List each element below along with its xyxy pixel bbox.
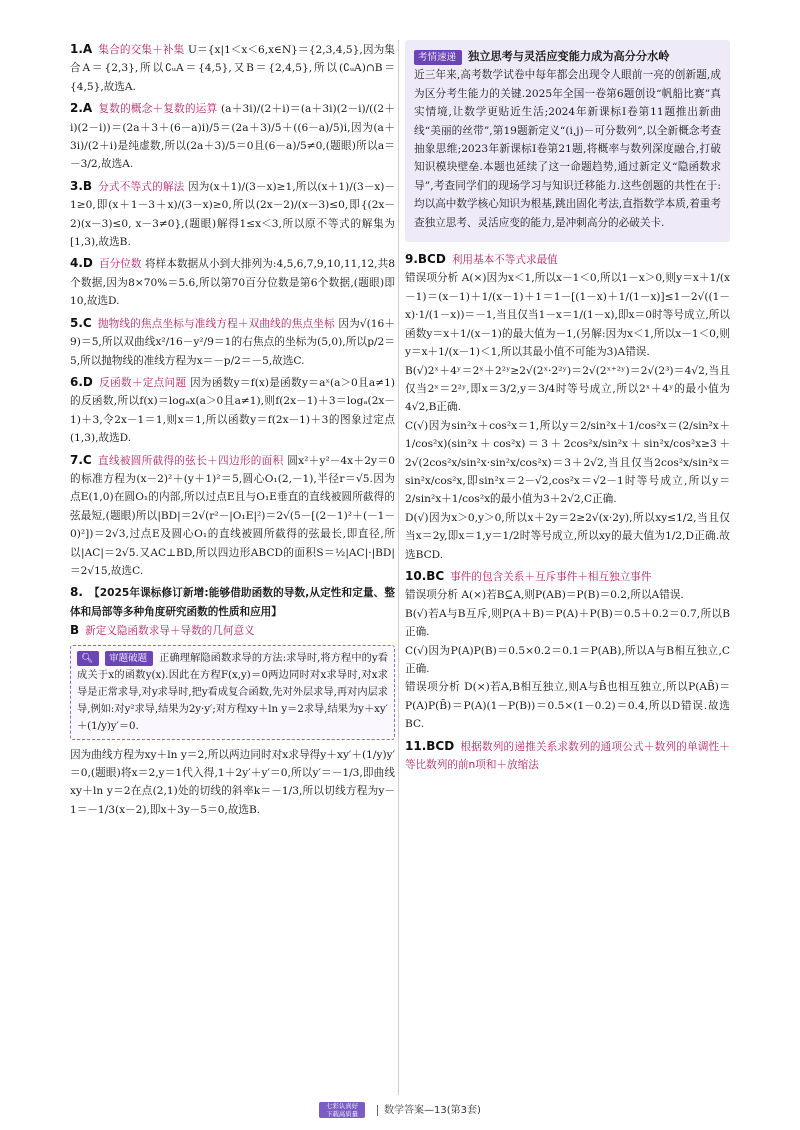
topic-tag: 分式不等式的解法: [98, 180, 185, 193]
topic-tag: 利用基本不等式求最值: [451, 254, 558, 267]
answer-q3: [70, 177, 395, 252]
exam-trend-box: [405, 40, 730, 242]
answer-q6: [70, 373, 395, 448]
solution-text: U＝{x|1＜x＜6,x∈N}＝{2,3,4,5},因为集合A＝{2,3},所以∁ᵤA＝{4,5},又B＝{2,4,5},所以(∁ᵤA)∩B＝{4,5},故选A.: [70, 44, 395, 93]
answer-q11: [405, 737, 730, 775]
callout-text: 正确理解隐函数求导的方法:求导时,将方程中的y看成关于x的函数y(x).因此在方程F(x,y)＝0两边同时对x求导时,对x求导是正常求导,对y求导时,把y看成复合函数,先对外层求导,再对内层求导,例如:对y²求导,结果为2y·y′;对方程xy＋ln y＝2求导,结果为y＋xy′＋(1/y)y′＝0.: [77, 652, 388, 732]
question-number: 2.A: [70, 101, 93, 116]
question-number: 5.C: [70, 315, 92, 330]
answer-q8: [70, 583, 395, 819]
logo-text-top: 七彩认真好: [326, 1102, 359, 1110]
trend-title: 独立思考与灵活应变能力成为高分分水岭: [468, 50, 670, 63]
solution-text: 因为(x＋1)/(3－x)≥1,所以(x＋1)/(3－x)－1≥0,即(x＋1－3＋x)/(3－x)≥0,所以(2x－2)/(x－3)≤0,即{(2x－2)(x－3)≤0, x－3≠0},(题眼)解得1≤x＜3,所以原不等式的解集为[1,3),故选B.: [70, 180, 396, 249]
topic-tag: 反函数＋定点问题: [98, 376, 187, 389]
option-d-analysis: D(√)因为x＞0,y＞0,所以x＋2y＝2≥2√(x·2y),所以xy≤1/2,当且仅当x＝2y,即x＝1,y＝1/2时等号成立,所以xy的最大值为1/2,D正确.故选BCD.: [405, 511, 730, 561]
answer-letter: B: [70, 623, 80, 638]
solution-text: 因为√(16＋9)＝5,所以双曲线x²/16－y²/9＝1的右焦点的坐标为(5,0),所以p/2＝5,所以抛物线的准线方程为x＝－p/2＝－5,故选C.: [70, 317, 395, 367]
publisher-logo: [319, 1102, 365, 1118]
question-number: 9.BCD: [405, 252, 446, 267]
question-number: 7.C: [70, 452, 92, 467]
question-number: 11.BCD: [405, 738, 455, 753]
trend-body: 近三年来,高考数学试卷中每年都会出现令人眼前一亮的创新题,成为区分考生能力的关键.2025年全国一卷第6题创设“帆船比赛”真实情境,让数学更贴近生活;2024年新课标Ⅰ卷第11题推出新曲线“美丽的丝带”,第19题新定义“(i,j)－可分数列”,以全新概念考查抽象思维;2023年新课标Ⅰ卷第21题,将概率与数列深度融合,打破知识模块壁垒.本题也延续了这一命题趋势,通过新定义“隐函数求导”,考查同学们的现场学习与知识迁移能力.这些创题的共性在于:均以高中数学核心知识为根基,跳出固化考法,直指数学本质,着重考查独立思考、灵活应变的能力,是冲刺高分的必破关卡.: [414, 69, 721, 229]
callout-label: 审题破题: [105, 651, 153, 666]
solution-text: 圆x²＋y²－4x＋2y＝0的标准方程为(x－2)²＋(y＋1)²＝5,圆心O₁(2,－1),半径r＝√5.因为点E(1,0)在圆O₁的内部,所以过点E且与O₁E垂直的直线被圆所截得的弦最短,(题眼)所以|BD|＝2√(r²－|O₁E|²)＝2√(5－[(2－1)²＋(－1－0)²])＝2√3,过点E及圆心O₁的直线被圆所截得的弦最长,即直径,所以|AC|＝2√5.又AC⊥BD,所以四边形ABCD的面积S＝½|AC|·|BD|＝2√15,故选C.: [70, 454, 395, 577]
question-number: 8.: [70, 585, 83, 600]
answer-q9: [405, 250, 730, 564]
logo-text-bottom: 下载高质量: [326, 1110, 359, 1118]
question-number: 4.D: [70, 256, 93, 271]
option-c-analysis: C(√)因为sin²x＋cos²x＝1,所以y＝2/sin²x＋1/cos²x＝(2/sin²x＋1/cos²x)(sin²x＋cos²x)＝3＋2cos²x/sin²x＋sin²x/cos²x≥3＋2√(2cos²x/sin²x·sin²x/cos²x)＝3＋2√2,当且仅当2cos²x/sin²x＝sin²x/cos²x,即sin²x＝2－√2,cos²x＝√2－1时等号成立,所以y＝2/sin²x＋1/cos²x的最小值为3＋2√2,C正确.: [405, 419, 730, 506]
option-c-analysis: C(√)因为P(A)P(B)＝0.5×0.2＝0.1＝P(AB),所以A与B相互独立,C正确.: [405, 644, 730, 675]
question-number: 1.A: [70, 42, 93, 56]
column-divider: [398, 40, 399, 1095]
question-number: 3.B: [70, 178, 93, 193]
solution-text: (a＋3i)/(2＋i)＝(a＋3i)(2－i)/((2＋i)(2－i))＝(2a＋3＋(6－a)i)/5＝(2a＋3)/5＋((6－a)/5)i,因为(a＋3i)/(2＋i)是纯虚数,所以(2a＋3)/5＝0且(6－a)/5≠0,(题眼)所以a＝－3/2,故选A.: [70, 103, 395, 171]
topic-tag: 直线被圆所截得的弦长＋四边形的面积: [97, 454, 284, 467]
answer-q5: [70, 314, 395, 370]
magnifier-icon: 🔍︎: [77, 651, 99, 666]
page-footer: [0, 1101, 800, 1118]
left-column: [70, 40, 395, 822]
analysis-callout: [70, 645, 395, 740]
question-number: 6.D: [70, 374, 93, 389]
topic-tag: 根据数列的递推关系求数列的通项公式＋数列的单调性＋等比数列的前n项和＋放缩法: [405, 740, 730, 772]
topic-tag: 复数的概念＋复数的运算: [98, 103, 218, 116]
solution-text: 因为函数y＝f(x)是函数y＝aˣ(a＞0且a≠1)的反函数,所以f(x)＝logₐx(a＞0且a≠1),则f(2x－1)＋3＝logₐ(2x－1)＋3,令2x－1＝1,则x＝1,所以函数y＝f(2x－1)＋3的图象过定点(1,3),故选D.: [70, 376, 395, 445]
option-d-analysis: 错误项分析 D(×)若A,B相互独立,则A与B̄也相互独立,所以P(AB̄)＝P(A)P(B̄)＝P(A)(1－P(B))＝0.5×(1－0.2)＝0.4,所以D错误.故选BC.: [405, 681, 730, 731]
right-column: [405, 40, 730, 777]
topic-tag: 集合的交集＋补集: [98, 44, 185, 56]
answer-q7: [70, 451, 395, 581]
option-a-analysis: 错误项分析 A(×)若B⊆A,则P(AB)＝P(B)＝0.2,所以A错误.: [405, 589, 684, 602]
answer-q1: [70, 40, 395, 96]
solution-text: 因为曲线方程为xy＋ln y＝2,所以两边同时对x求导得y＋xy′＋(1/y)y′＝0,(题眼)将x＝2,y＝1代入得,1＋2y′＋y′＝0,所以y′＝－1/3,即曲线xy＋ln y＝2在点(2,1)处的切线的斜率k＝－1/3,所以切线方程为y－1＝－1/3(x－2),即x＋3y－5＝0,故选B.: [70, 748, 395, 816]
topic-tag: 百分位数: [98, 258, 142, 271]
option-b-analysis: B(√)2ˣ＋4ʸ＝2ˣ＋2²ʸ≥2√(2ˣ·2²ʸ)＝2√(2ˣ⁺²ʸ)＝2√(2³)＝4√2,当且仅当2ˣ＝2²ʸ,即x＝3/2,y＝3/4时等号成立,所以2ˣ＋4ʸ的最小值为4√2,B正确.: [405, 364, 730, 414]
question-number: 10.BC: [405, 568, 445, 583]
answer-q10: [405, 567, 730, 734]
trend-chip: 考情速递: [414, 50, 462, 65]
option-b-analysis: B(√)若A与B互斥,则P(A＋B)＝P(A)＋P(B)＝0.5＋0.2＝0.7,所以B正确.: [405, 607, 730, 639]
topic-tag: 事件的包含关系＋互斥事件＋相互独立事件: [450, 570, 652, 583]
option-a-analysis: 错误项分析 A(×)因为x＜1,所以x－1＜0,所以1－x＞0,则y＝x＋1/(x－1)＝(x－1)＋1/(x－1)＋1＝1－[(1－x)＋1/(1－x)]≤1－2√((1－x)·1/(1－x))＝－1,当且仅当1－x＝1/(1－x),即x＝0时等号成立,所以函数y＝x＋1/(x－1)的最大值为－1,(另解:因为x＜1,所以x－1＜0,则y＝x＋1/(x－1)＜1,所以其最小值不可能为3)A错误.: [405, 272, 730, 359]
solution-text: 将样本数据从小到大排列为:4,5,6,7,9,10,11,12,共8个数据,因为8×70%＝5.6,所以第70百分位数是第6个数据,(题眼)即10,故选D.: [70, 258, 396, 308]
answer-q4: [70, 254, 395, 310]
topic-tag: 新定义隐函数求导＋导数的几何意义: [85, 625, 255, 638]
footer-separator: [377, 1105, 378, 1116]
topic-tag: 抛物线的焦点坐标与准线方程＋双曲线的焦点坐标: [97, 317, 335, 330]
footer-text: 数学答案—13(第3套): [384, 1105, 481, 1116]
curriculum-note: 【2025年课标修订新增:能够借助函数的导数,从定性和定量、整体和局部等多种角度研究函数的性质和应用】: [70, 587, 395, 618]
answer-q2: [70, 99, 395, 174]
